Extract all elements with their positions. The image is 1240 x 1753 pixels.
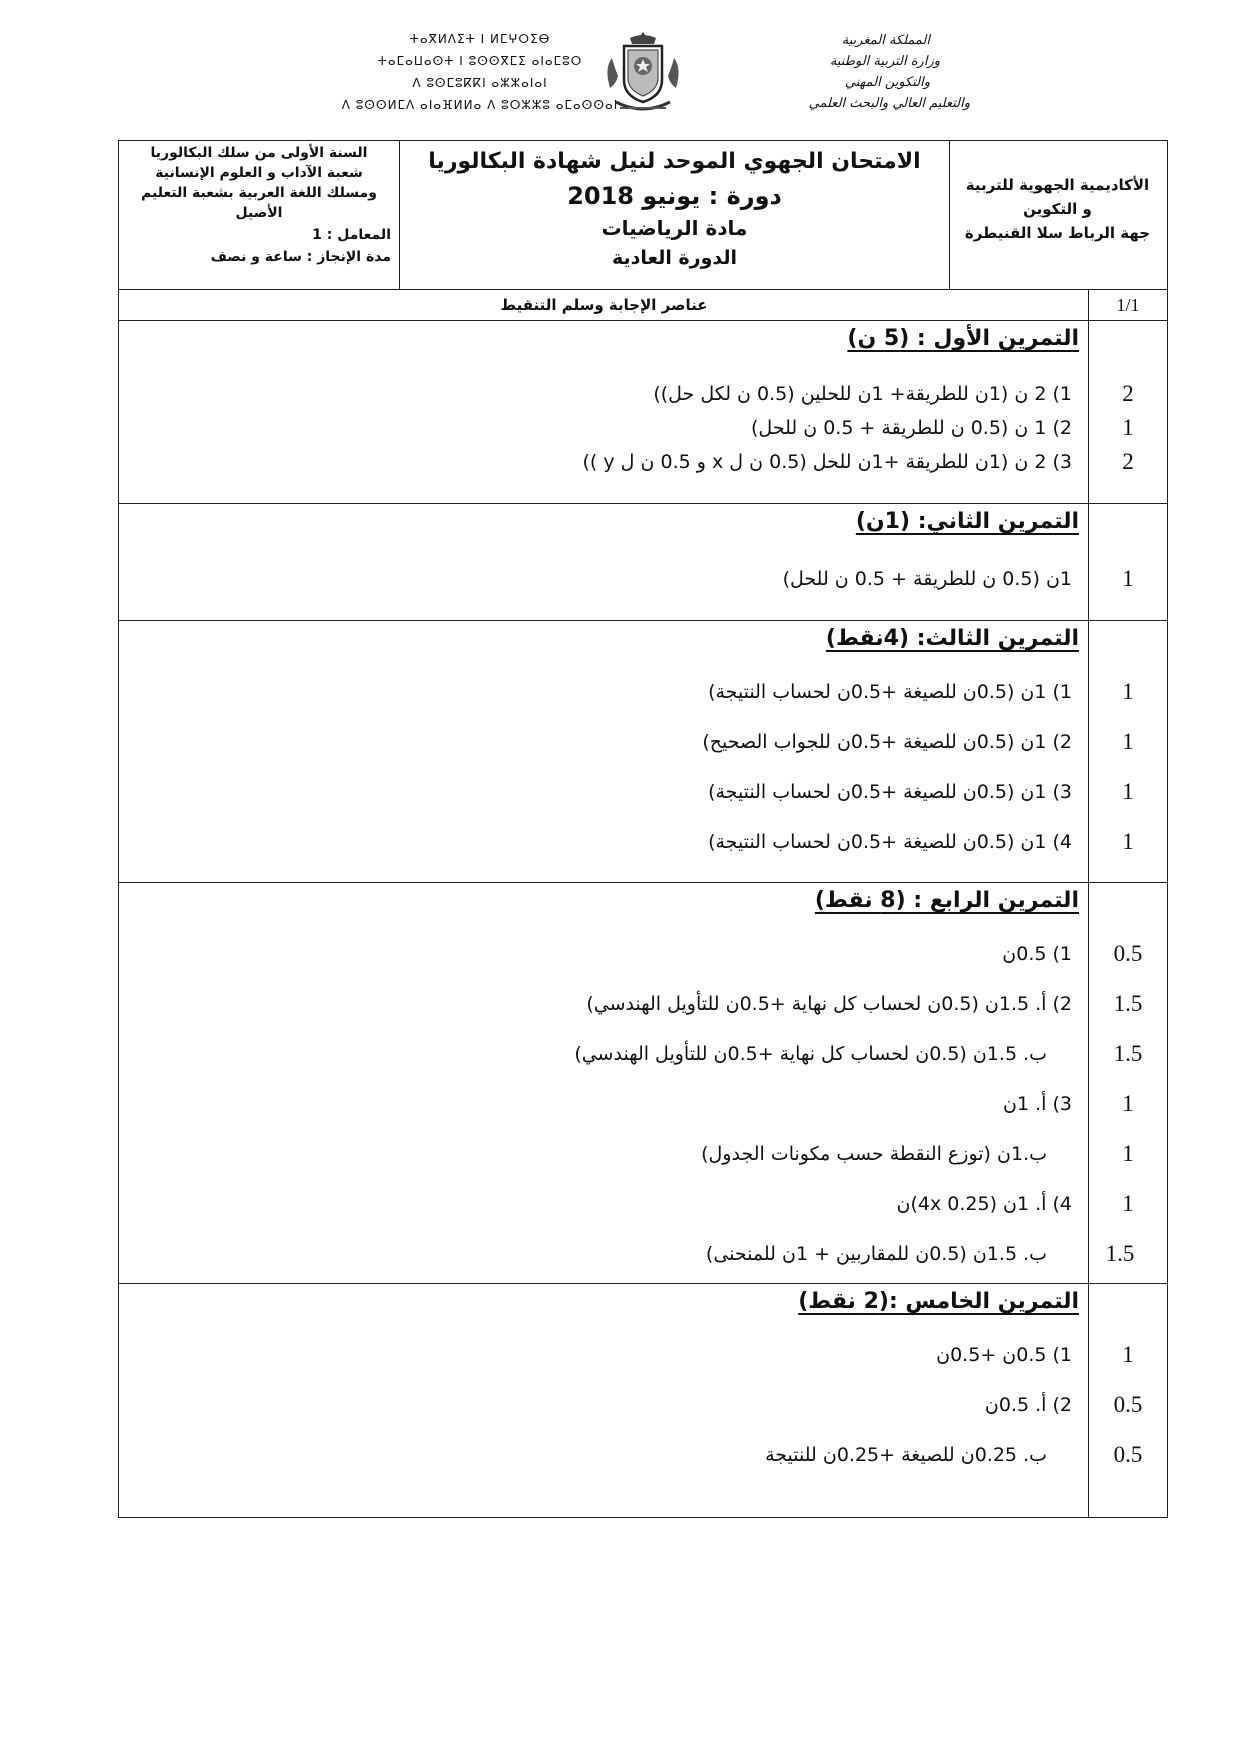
ministry-line: والتعليم العالي والبحث العلمي [808, 96, 970, 111]
ministry-line: والتكوين المهني [844, 75, 930, 90]
grading-criteria: 4) أ. 1ن (4x 0.25)ن [896, 1193, 1072, 1215]
letterhead [300, 28, 980, 128]
points-value: 2 [1122, 449, 1134, 474]
ministry-name-tifinagh [330, 28, 630, 116]
grading-row [119, 1084, 1167, 1124]
row-divider [119, 882, 1167, 883]
ministry-name-arabic [690, 30, 970, 114]
grading-row [119, 722, 1167, 762]
grading-row [119, 1385, 1167, 1425]
points-value: 0.5 [1113, 941, 1143, 966]
points-value: 1 [1122, 1091, 1134, 1116]
points-value: 1 [1122, 729, 1134, 754]
points-value: 2 [1122, 381, 1134, 406]
grading-criteria: 2) أ. 0.5ن [984, 1394, 1072, 1416]
points-value: 1.5 [1113, 991, 1143, 1016]
grading-row [119, 672, 1167, 712]
tifinagh-line: ⴷ ⵓⵙⵎⵓⴽⴽⵏ ⴰⵣⵣⴰⵏⴰⵏ [412, 76, 548, 90]
grading-criteria: 1) 1ن (0.5ن للصيغة +0.5ن لحساب النتيجة) [708, 681, 1072, 703]
points-value: 0.5 [1113, 1392, 1143, 1417]
level-cell [119, 141, 399, 289]
grading-row [119, 772, 1167, 812]
exam-title-cell [399, 141, 949, 289]
grading-criteria: 1ن (0.5 ن للطريقة + 0.5 ن للحل) [782, 568, 1072, 590]
grading-criteria: 2) 1 ن (0.5 ن للطريقة + 0.5 ن للحل) [751, 417, 1072, 439]
exam-session-type: الدورة العادية [611, 247, 738, 269]
tifinagh-line: ⵜⴰⵎⴰⵡⴰⵙⵜ ⵏ ⵓⵙⵙⴳⵎⵉ ⴰⵏⴰⵎⵓⵔ [377, 54, 583, 68]
grading-criteria: 1) 0.5ن +0.5ن [936, 1344, 1072, 1366]
exam-subject: مادة الرياضيات [601, 216, 748, 240]
academy-line: و التكوين [1023, 200, 1092, 218]
grading-row [119, 1435, 1167, 1475]
grading-row [119, 984, 1167, 1024]
grading-criteria: ب. 1.5ن (0.5ن لحساب كل نهاية +0.5ن للتأويل الهندسي) [574, 1043, 1047, 1065]
row-divider [119, 320, 1167, 321]
exercise-title: التمرين الثاني: (1ن) [855, 509, 1079, 534]
grading-criteria: 3) أ. 1ن [1003, 1093, 1072, 1115]
points-value: 1 [1122, 415, 1134, 440]
points-value: 1.5 [1113, 1041, 1143, 1066]
level-line: ومسلك اللغة العربية بشعبة التعليم [141, 185, 377, 201]
grading-criteria: ب. 1.5ن (0.5ن للمقاربين + 1ن للمنحنى) [705, 1243, 1047, 1265]
grading-row [119, 1034, 1167, 1074]
exam-session: دورة : يونيو 2018 [567, 182, 782, 210]
grading-criteria: 1) 2 ن (1ن للطريقة+ 1ن للحلين (0.5 ن لكل حل)) [653, 383, 1072, 405]
coefficient: المعامل : 1 [312, 227, 391, 243]
duration: مدة الإنجاز : ساعة و نصف [210, 249, 391, 265]
grading-criteria: 2) 1ن (0.5ن للصيغة +0.5ن للجواب الصحيح) [702, 731, 1072, 753]
exam-title: الامتحان الجهوي الموحد لنيل شهادة البكالوريا [428, 149, 921, 174]
tifinagh-line: ⴷ ⵓⵙⵙⵍⵎⴷ ⴰⵏⴰⴼⵍⵍⴰ ⴷ ⵓⵔⵣⵣⵓ ⴰⵎⴰⵙⵙⴰⵏ [341, 98, 619, 112]
coat-of-arms-icon [600, 28, 686, 120]
exercise-title: التمرين الخامس :(2 نقط) [798, 1289, 1079, 1314]
points-value: 1 [1122, 829, 1134, 854]
points-value: 0.5 [1113, 1442, 1143, 1467]
exercise-title: التمرين الأول : (5 ن) [847, 326, 1079, 351]
row-divider [119, 1283, 1167, 1284]
academy-line: جهة الرباط سلا القنيطرة [964, 224, 1151, 242]
points-value: 1 [1122, 1342, 1134, 1367]
exercise-title: التمرين الرابع : (8 نقط) [814, 888, 1079, 913]
grading-criteria: ب.1ن (توزع النقطة حسب مكونات الجدول) [701, 1143, 1047, 1165]
points-value: 1.5 [1105, 1241, 1135, 1266]
points-value: 1 [1122, 779, 1134, 804]
ministry-line: وزارة التربية الوطنية [829, 54, 940, 69]
points-value: 1 [1122, 1141, 1134, 1166]
points-value: 1 [1122, 679, 1134, 704]
grading-criteria: 3) 1ن (0.5ن للصيغة +0.5ن لحساب النتيجة) [708, 781, 1072, 803]
answer-key-subtitle: عناصر الإجابة وسلم التنقيط [500, 296, 708, 314]
grading-row [119, 1234, 1167, 1274]
level-line: شعبة الآداب و العلوم الإنسانية [155, 165, 363, 181]
grading-row [119, 1335, 1167, 1375]
academy-line: الأكاديمية الجهوية للتربية [965, 176, 1150, 194]
grading-criteria: 3) 2 ن (1ن للطريقة +1ن للحل (0.5 ن ل x و 0.5 ن ل y )) [582, 451, 1072, 473]
exam-header [118, 140, 1168, 290]
grading-criteria: ب. 0.25ن للصيغة +0.25ن للنتيجة [765, 1444, 1047, 1466]
row-divider [119, 503, 1167, 504]
academy-cell [949, 141, 1167, 289]
grading-row [119, 822, 1167, 862]
level-line: السنة الأولى من سلك البكالوريا [150, 145, 368, 161]
grading-row [119, 442, 1167, 482]
grading-row [119, 1184, 1167, 1224]
page-number: 1/1 [1116, 295, 1140, 315]
grading-criteria: 1) 0.5ن [1002, 943, 1072, 965]
tifinagh-line: ⵜⴰⴳⵍⴷⵉⵜ ⵏ ⵍⵎⵖⵔⵉⴱ [409, 32, 551, 46]
points-value: 1 [1122, 566, 1134, 591]
points-value: 1 [1122, 1191, 1134, 1216]
row-divider [119, 620, 1167, 621]
level-line: الأصيل [235, 205, 283, 221]
grading-row [119, 1134, 1167, 1174]
grading-row [119, 934, 1167, 974]
exercise-title: التمرين الثالث: (4نقط) [825, 626, 1079, 651]
grading-criteria: 4) 1ن (0.5ن للصيغة +0.5ن لحساب النتيجة) [708, 831, 1072, 853]
answer-key-table [118, 290, 1168, 1518]
grading-criteria: 2) أ. 1.5ن (0.5ن لحساب كل نهاية +0.5ن للتأويل الهندسي) [586, 993, 1072, 1015]
ministry-line: المملكة المغربية [841, 33, 930, 48]
grading-row [119, 559, 1167, 599]
